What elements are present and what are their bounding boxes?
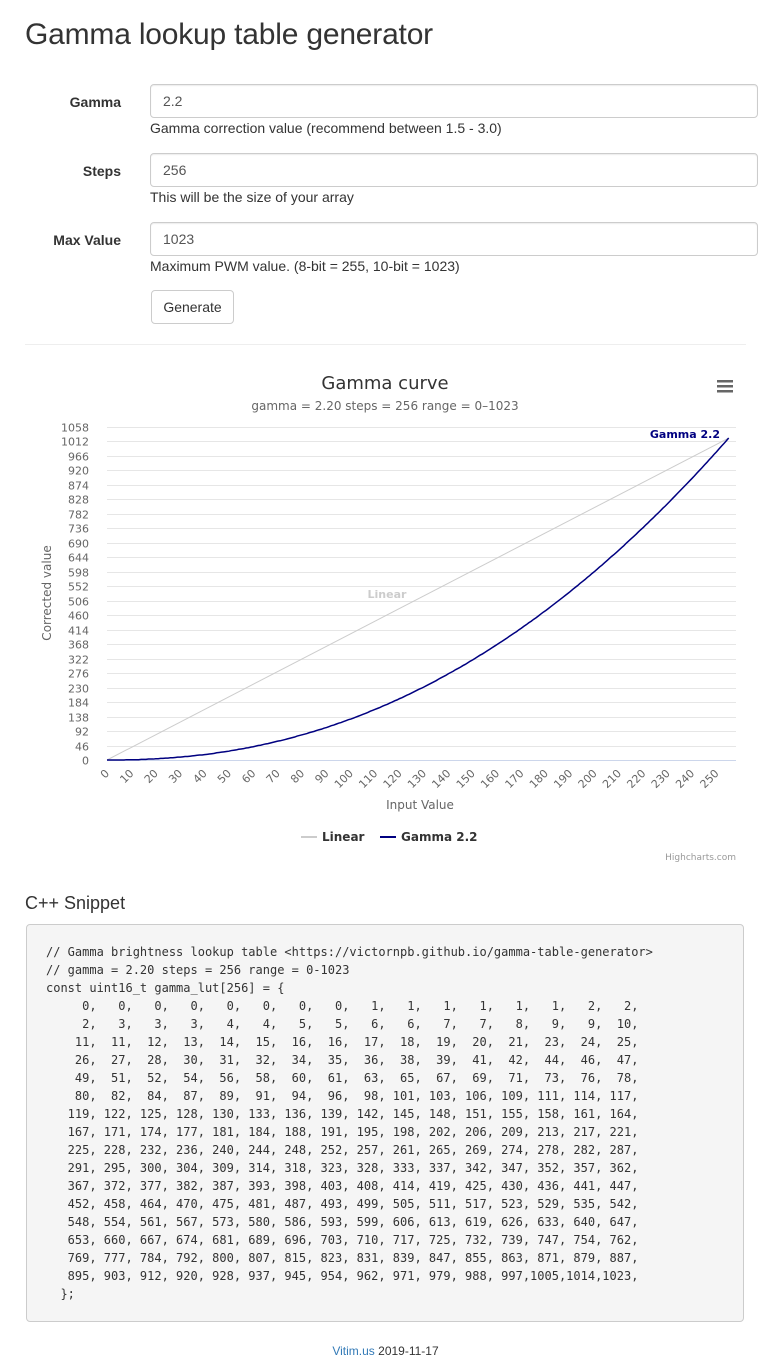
- x-tick-label: 160: [478, 766, 503, 791]
- x-tick-label: 90: [312, 766, 332, 787]
- x-tick-label: 20: [141, 766, 161, 787]
- gamma-chart: [25, 360, 746, 870]
- chart-series: [107, 428, 729, 760]
- y-tick-label: 644: [68, 551, 89, 565]
- footer: [0, 1344, 771, 1358]
- y-axis-ticks: [61, 422, 89, 768]
- y-tick-label: 782: [68, 508, 89, 522]
- legend-item-gamma[interactable]: [380, 830, 478, 844]
- gamma-label: Gamma: [69, 94, 121, 110]
- y-tick-label: 138: [68, 711, 89, 725]
- y-tick-label: 1012: [61, 435, 89, 449]
- y-tick-label: 92: [75, 725, 89, 739]
- x-tick-label: 220: [624, 766, 649, 791]
- y-tick-label: 184: [68, 696, 89, 710]
- x-tick-label: 140: [429, 766, 454, 791]
- author-link[interactable]: Vitim.us: [332, 1344, 375, 1358]
- y-tick-label: 230: [68, 682, 89, 696]
- x-tick-label: 60: [239, 766, 259, 787]
- x-axis-title: Input Value: [386, 798, 454, 812]
- x-tick-label: 80: [288, 766, 308, 787]
- x-tick-label: 190: [551, 766, 576, 791]
- data-label-gamma: Gamma 2.2: [649, 428, 720, 441]
- code-snippet[interactable]: // Gamma brightness lookup table <https://victornpb.github.io/gamma-table-generator> // gamma = 2.20 steps = 256 range = 0-1023 const uint16_t gamma_lut[256] = { 0, 0, 0, 0, 0, 0, 0, 0, 1, 1, 1, 1, 1, 1, 2, 2, 2, 3, 3, 3, 4, 4, 5, 5, 6, 6, 7, 7, 8, 9, 9, 10, 11, 11, 12, 13, 14, 15, 16, 16, 17, 18, 19, 20, 21, 23, 24, 25, 26, 27, 28, 30, 31, 32, 34, 35, 36, 38, 39, 41, 42, 44, 46, 47, 49, 51, 52, 54, 56, 58, 60, 61, 63, 65, 67, 69, 71, 73, 76, 78, 80, 82, 84, 87, 89, 91, 94, 96, 98, 101, 103, 106, 109, 111, 114, 117, 119, 122, 125, 128, 130, 133, 136, 139, 142, 145, 148, 151, 155, 158, 161, 164, 167, 171, 174, 177, 181, 184, 188, 191, 195, 198, 202, 206, 209, 213, 217, 221, 225, 228, 232, 236, 240, 244, 248, 252, 257, 261, 265, 269, 274, 278, 282, 287, 291, 295, 300, 304, 309, 314, 318, 323, 328, 333, 337, 342, 347, 352, 357, 362, 367, 372, 377, 382, 387, 393, 398, 403, 408, 414, 419, 425, 430, 436, 441, 447, 452, 458, 464, 470, 475, 481, 487, 493, 499, 505, 511, 517, 523, 529, 535, 542, 548, 554, 561, 567, 573, 580, 586, 593, 599, 606, 613, 619, 626, 633, 640, 647, 653, 660, 667, 674, 681, 689, 696, 703, 710, 717, 725, 732, 739, 747, 754, 762, 769, 777, 784, 792, 800, 807, 815, 823, 831, 839, 847, 855, 863, 871, 879, 887, 895, 903, 912, 920, 928, 937, 945, 954, 962, 971, 979, 988, 997,1005,1014,1023, };: [46, 945, 653, 1301]
- gamma-help-text: Gamma correction value (recommend between 1.5 - 3.0): [150, 120, 502, 136]
- y-tick-label: 598: [68, 566, 89, 580]
- y-tick-label: 552: [68, 580, 89, 594]
- chart-grid: [107, 428, 736, 761]
- x-tick-label: 210: [600, 766, 625, 791]
- x-tick-label: 0: [97, 766, 113, 782]
- max-value-help-text: Maximum PWM value. (8-bit = 255, 10-bit = 1023): [150, 258, 460, 274]
- y-tick-label: 1058: [61, 421, 89, 435]
- x-tick-label: 170: [502, 766, 527, 791]
- y-tick-label: 0: [82, 754, 89, 768]
- snippet-title: C++ Snippet: [25, 893, 126, 913]
- x-tick-label: 250: [697, 766, 722, 791]
- y-tick-label: 966: [68, 450, 89, 464]
- x-tick-label: 110: [356, 766, 381, 791]
- code-snippet-box: [26, 924, 744, 1322]
- x-tick-label: 240: [673, 766, 698, 791]
- legend-item-linear[interactable]: [301, 830, 365, 844]
- y-tick-label: 368: [68, 638, 89, 652]
- y-tick-label: 460: [68, 609, 89, 623]
- max-value-input[interactable]: [150, 222, 758, 256]
- x-tick-label: 180: [526, 766, 551, 791]
- y-tick-label: 828: [68, 493, 89, 507]
- steps-label: Steps: [82, 163, 121, 179]
- x-tick-label: 100: [331, 766, 356, 791]
- steps-input[interactable]: [150, 153, 758, 187]
- legend-label-gamma: Gamma 2.2: [401, 830, 478, 844]
- y-tick-label: 322: [68, 653, 89, 667]
- x-tick-label: 200: [575, 766, 600, 791]
- y-tick-label: 506: [68, 595, 89, 609]
- gamma-input[interactable]: [150, 84, 758, 118]
- divider: [25, 344, 746, 345]
- x-axis-ticks: [98, 767, 722, 791]
- y-tick-label: 690: [68, 537, 89, 551]
- y-tick-label: 920: [68, 464, 89, 478]
- generate-button[interactable]: Generate: [151, 290, 234, 324]
- x-tick-label: 150: [453, 766, 478, 791]
- x-tick-label: 50: [214, 766, 235, 787]
- x-tick-label: 120: [380, 766, 405, 791]
- data-label-linear: Linear: [367, 588, 407, 601]
- chart-svg: [25, 360, 746, 870]
- x-tick-label: 70: [263, 766, 283, 787]
- legend-label-linear: Linear: [322, 830, 365, 844]
- y-tick-label: 414: [68, 624, 89, 638]
- y-axis-title: Corrected value: [40, 545, 54, 641]
- chart-title: Gamma curve: [321, 373, 449, 394]
- max-value-label: Max Value: [53, 232, 121, 248]
- steps-help-text: This will be the size of your array: [150, 189, 354, 205]
- y-tick-label: 736: [68, 522, 89, 536]
- x-tick-label: 230: [648, 766, 673, 791]
- y-tick-label: 874: [68, 479, 89, 493]
- legend: [301, 830, 478, 844]
- x-tick-label: 10: [117, 766, 137, 787]
- chart-subtitle: gamma = 2.20 steps = 256 range = 0–1023: [251, 399, 519, 413]
- x-tick-label: 30: [166, 766, 186, 787]
- highcharts-credits[interactable]: Highcharts.com: [665, 853, 736, 863]
- x-tick-label: 130: [405, 766, 430, 791]
- series-line-linear: [107, 438, 729, 760]
- x-tick-label: 40: [190, 766, 210, 787]
- page-title: Gamma lookup table generator: [25, 18, 433, 51]
- y-tick-label: 276: [68, 667, 89, 681]
- y-tick-label: 46: [75, 740, 89, 754]
- hamburger-menu-icon[interactable]: [713, 376, 737, 398]
- footer-date: 2019-11-17: [378, 1344, 439, 1358]
